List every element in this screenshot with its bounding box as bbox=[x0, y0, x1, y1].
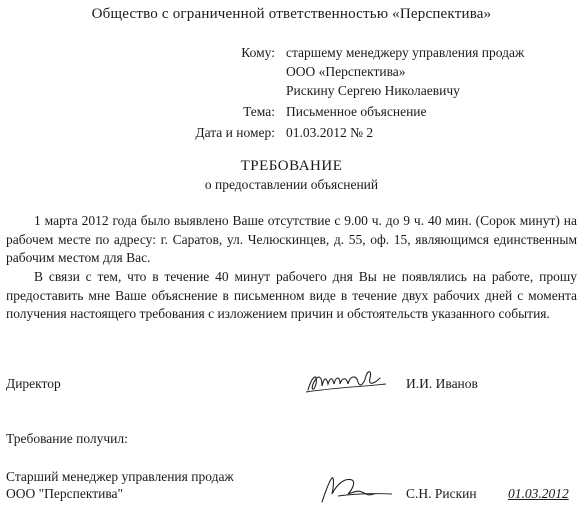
recipient-position-line-2: ООО "Перспектива" bbox=[6, 486, 124, 501]
subject-value: Письменное объяснение bbox=[286, 104, 427, 119]
date-number-label: Дата и номер: bbox=[195, 125, 275, 140]
recipient-name: С.Н. Рискин bbox=[406, 486, 477, 501]
to-line-2: ООО «Перспектива» bbox=[286, 64, 406, 79]
recipient-position-line-1: Старший менеджер управления продаж bbox=[6, 469, 234, 484]
organization-name: Общество с ограниченной ответственностью «Перспектива» bbox=[91, 6, 492, 22]
to-line-1: старшему менеджеру управления продаж bbox=[286, 45, 525, 60]
to-label: Кому: bbox=[241, 45, 275, 60]
director-name: И.И. Иванов bbox=[406, 376, 478, 391]
subject-label: Тема: bbox=[243, 104, 275, 119]
director-signature bbox=[302, 364, 394, 398]
receipt-date: 01.03.2012 bbox=[508, 486, 569, 501]
document-title: ТРЕБОВАНИЕ bbox=[240, 158, 343, 174]
body-paragraph-2: В связи с тем, что в течение 40 минут рабочего дня Вы не появлялись на работе, прошу предоставить мне Ваше объяснение в письменном виде в течение двух рабочих дней с момента получения настоящего требования с изложением причин и обстоятельств указанного события. bbox=[6, 269, 577, 321]
date-number-value: 01.03.2012 № 2 bbox=[286, 125, 374, 140]
director-position: Директор bbox=[6, 376, 61, 391]
to-line-3: Рискину Сергею Николаевичу bbox=[286, 83, 460, 98]
body-paragraph-1: 1 марта 2012 года было выявлено Ваше отсутствие с 9.00 ч. до 9 ч. 40 мин. (Сорок минут) на рабочем месте по адресу: г. Саратов, ул. Челюскинцев, д. 55, оф. 15, являющимся единственным рабочим местом для Вас. bbox=[6, 213, 577, 265]
received-label: Требование получил: bbox=[6, 431, 128, 446]
document-subtitle: о предоставлении объяснений bbox=[204, 177, 379, 192]
recipient-signature bbox=[318, 472, 396, 506]
